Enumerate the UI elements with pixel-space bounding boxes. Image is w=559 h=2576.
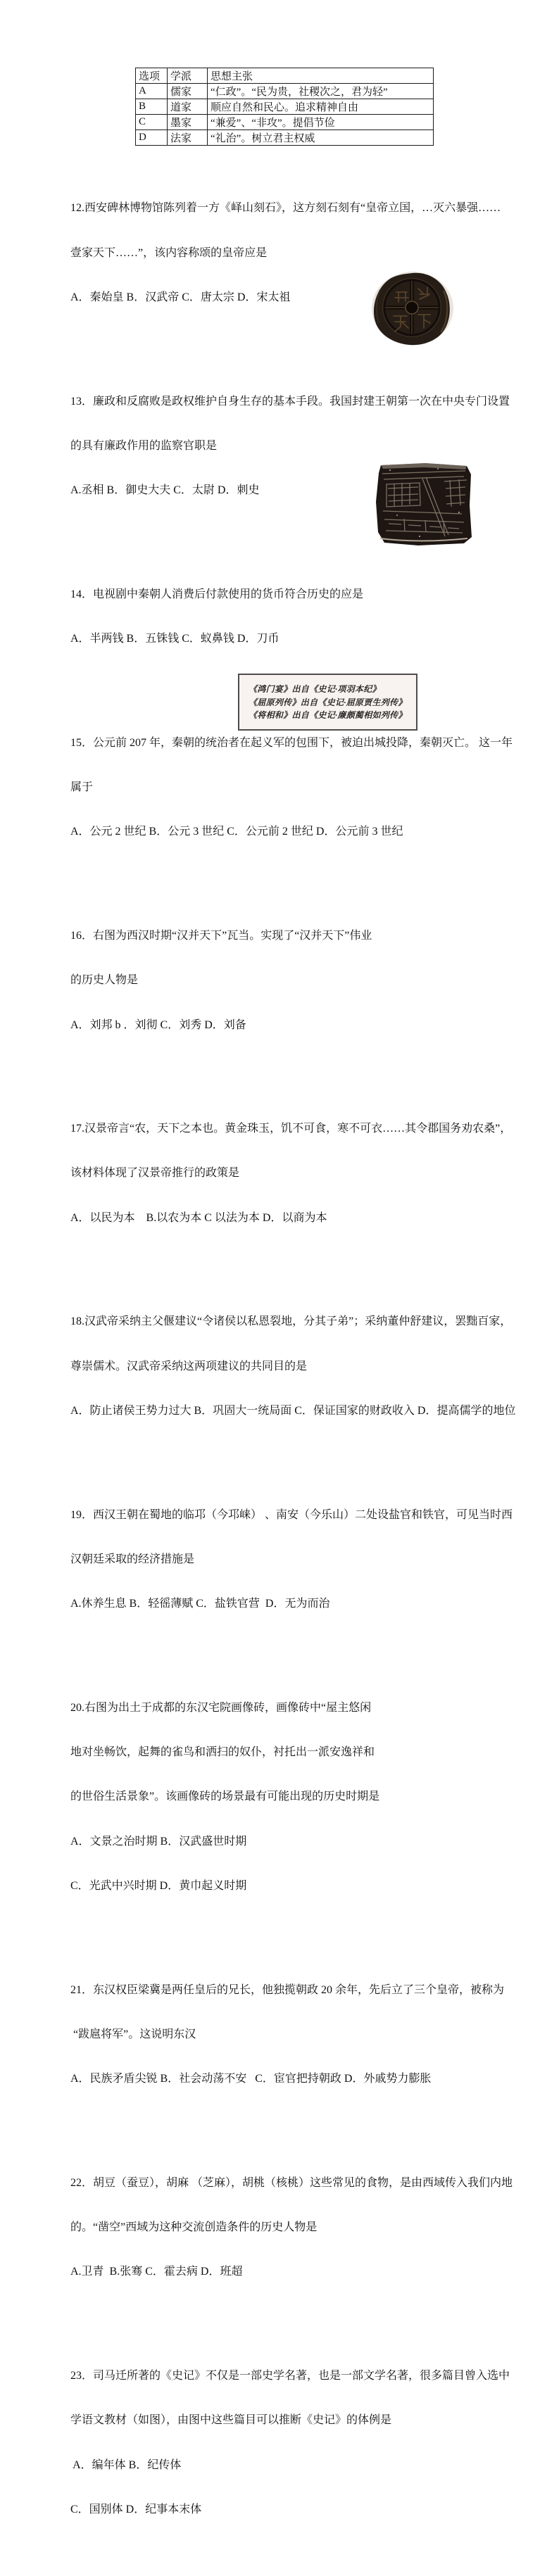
question-line: A．防止诸侯王势力过大 B．巩固大一统局面 C．保证国家的财政收入 D．提高儒学的地位 bbox=[70, 1404, 516, 1417]
question-17 bbox=[70, 1092, 512, 1255]
question-20 bbox=[70, 1671, 507, 1924]
question-line: 12.西安碑林博物馆陈列着一方《峄山刻石》，这方刻石刻有“皇帝立国，…灭六暴强…… bbox=[70, 202, 501, 215]
question-line: A.休养生息 B．轻徭薄赋 C．盐铁官营 D．无为而治 bbox=[70, 1598, 330, 1610]
question-line: 20.右图为出土于成都的东汉宅院画像砖，画像砖中“屋主悠闲 bbox=[70, 1701, 372, 1714]
question-line: 地对坐畅饮，起舞的雀鸟和洒扫的奴仆，衬托出一派安逸祥和 bbox=[70, 1746, 375, 1759]
question-line: A．民族矛盾尖锐 B．社会动荡不安 C．宦官把持朝政 D．外戚势力膨胀 bbox=[70, 2073, 432, 2085]
question-line: C．光武中兴时期 D．黄巾起义时期 bbox=[70, 1879, 247, 1892]
question-line: 14．电视剧中秦朝人消费后付款使用的货币符合历史的应是 bbox=[70, 588, 364, 600]
cell-option: D bbox=[136, 130, 168, 146]
cell-school: 道家 bbox=[168, 99, 208, 115]
question-line: A．以民为本 B.以农为本 C 以法为本 D．以商为本 bbox=[70, 1211, 327, 1224]
brick-image bbox=[376, 463, 473, 547]
table-header-row bbox=[136, 68, 434, 84]
question-line: 汉朝廷采取的经济措施是 bbox=[70, 1553, 195, 1565]
cell-school: 儒家 bbox=[168, 84, 208, 99]
question-18 bbox=[70, 1284, 516, 1448]
table-row bbox=[136, 115, 434, 130]
question-line: A．文景之治时期 B．汉武盛世时期 bbox=[70, 1835, 247, 1848]
question-line: A.卫青 B.张骞 C．霍去病 D．班超 bbox=[70, 2266, 243, 2278]
shiji-excerpts-box bbox=[238, 674, 417, 731]
cell-claim: “礼治”。树立君主权威 bbox=[208, 130, 434, 146]
question-line: A．刘邦 b ．刘彻 C．刘秀 D．刘备 bbox=[70, 1018, 246, 1031]
question-line: A．编年体 B．纪传体 bbox=[70, 2458, 182, 2471]
question-line: A．公元 2 世纪 B．公元 3 世纪 C．公元前 2 世纪 D．公元前 3 世纪 bbox=[70, 826, 403, 838]
question-line: C．国别体 D．纪事本末体 bbox=[70, 2503, 202, 2515]
question-line: 13．廉政和反腐败是政权维护自身生存的基本手段。我国封建王朝第一次在中央专门设置 bbox=[70, 395, 510, 408]
shiji-line: 《鸿门宴》出自《史记·项羽本纪》 bbox=[249, 684, 381, 694]
question-21 bbox=[70, 1952, 507, 2116]
question-line: 16．右图为西汉时期“汉并天下”瓦当。实现了“汉并天下”伟业 bbox=[70, 929, 372, 942]
question-line: 22．胡豆（蚕豆），胡麻 （芝麻），胡桃（核桃）这些常见的食物，是由西域传入我们内地 bbox=[70, 2176, 513, 2189]
question-line: 学语文教材（如图），由图中这些篇目可以推断《史记》的体例是 bbox=[70, 2414, 392, 2427]
cell-option: B bbox=[136, 99, 168, 115]
cell-claim: “仁政”。“民为贵，社稷次之，君为轻” bbox=[208, 84, 434, 99]
question-16 bbox=[70, 899, 507, 1062]
question-19 bbox=[70, 1477, 513, 1641]
header-school: 学派 bbox=[168, 68, 208, 84]
question-line: 18.汉武帝采纳主父偃建议“令诸侯以私恩裂地，分其子弟”；采纳董仲舒建议，罢黜百家， bbox=[70, 1315, 512, 1328]
shiji-line: 《将相和》出自《史记·廉颇蔺相如列传》 bbox=[249, 710, 407, 720]
question-line: “跋扈将军”。这说明东汉 bbox=[70, 2028, 196, 2040]
question-line: 壹家天下……”，该内容称颂的皇帝应是 bbox=[70, 246, 268, 259]
han-tile-image bbox=[370, 271, 455, 347]
table-row bbox=[136, 99, 434, 115]
question-23 bbox=[70, 2339, 510, 2546]
cell-claim: 顺应自然和民心。追求精神自由 bbox=[208, 99, 434, 115]
table-row bbox=[136, 84, 434, 99]
schools-table bbox=[135, 68, 434, 146]
cell-school: 法家 bbox=[168, 130, 208, 146]
question-line: 19．西汉王朝在蜀地的临邛（今邛崃） 、南安（今乐山）二处设盐官和铁官，可见当时西 bbox=[70, 1508, 513, 1521]
shiji-line: 《屈原列传》出自《史记·屈原贾生列传》 bbox=[249, 697, 407, 707]
question-line: 15．公元前 207 年，秦朝的统治者在起义军的包围下，被迫出城投降，秦朝灭亡。 这一年 bbox=[70, 736, 513, 749]
question-14 bbox=[70, 557, 507, 676]
question-line: 的具有廉政作用的监察官职是 bbox=[70, 439, 218, 452]
question-line: A.丞相 B．御史大夫 C．太尉 D．刺史 bbox=[70, 484, 260, 497]
question-line: 该材料体现了汉景帝推行的政策是 bbox=[70, 1167, 240, 1180]
question-line: 的世俗生活景象”。该画像砖的场景最有可能出现的历史时期是 bbox=[70, 1791, 380, 1803]
header-option: 选项 bbox=[136, 68, 168, 84]
question-line: A．秦始皇 B．汉武帝 C．唐太宗 D．宋太祖 bbox=[70, 291, 291, 303]
question-line: 的历史人物是 bbox=[70, 974, 139, 987]
question-line: 的。“凿空”西域为这种交流创造条件的历史人物是 bbox=[70, 2221, 318, 2234]
header-claim: 思想主张 bbox=[208, 68, 434, 84]
question-line: 21．东汉权臣梁冀是两任皇后的兄长，他独揽朝政 20 余年，先后立了三个皇帝，被称为 bbox=[70, 1983, 505, 1996]
question-line: 尊崇儒术。汉武帝采纳这两项建议的共同目的是 bbox=[70, 1360, 308, 1372]
question-line: 23．司马迁所著的《史记》不仅是一部史学名著，也是一部文学名著，很多篇目曾入选中 bbox=[70, 2370, 510, 2382]
question-line: 属于 bbox=[70, 781, 94, 794]
question-line: 17.汉景帝言“农，天下之本也。黄金珠玉，饥不可食，寒不可衣……其令郡国务劝农桑”， bbox=[70, 1123, 512, 1135]
cell-option: C bbox=[136, 115, 168, 130]
cell-school: 墨家 bbox=[168, 115, 208, 130]
cell-claim: “兼爱”、“非攻”。提倡节俭 bbox=[208, 115, 434, 130]
question-22 bbox=[70, 2146, 513, 2309]
question-line: A．半两钱 B．五铢钱 C．蚁鼻钱 D．刀币 bbox=[70, 633, 280, 645]
cell-option: A bbox=[136, 84, 168, 99]
